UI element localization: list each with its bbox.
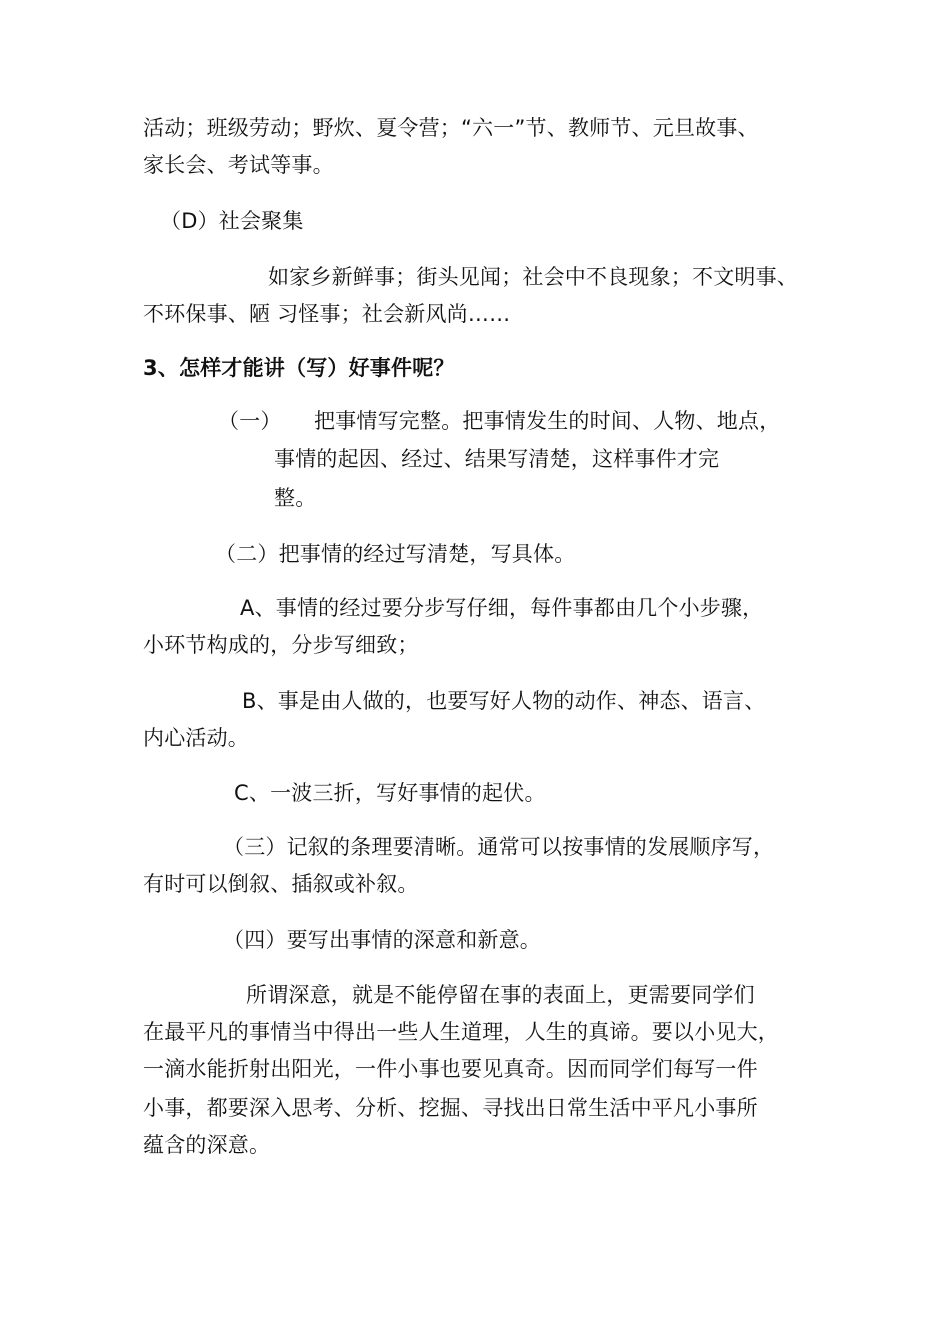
text-line: 有时可以倒叙、插叙或补叙。 (143, 872, 419, 896)
text-line: 所谓深意，就是不能停留在事的表面上，更需要同学们 (246, 983, 755, 1007)
text-line: 内心活动。 (143, 726, 249, 750)
text-line: 把事情写完整。把事情发生的时间、人物、地点， (314, 409, 781, 433)
section-heading-d: （D）社会聚集 (160, 209, 304, 233)
text-line: 蕴含的深意。 (143, 1133, 271, 1157)
text-line: 一滴水能折射出阳光，一件小事也要见真奇。因而同学们每写一件 (143, 1057, 758, 1081)
list-marker-1: （一） (218, 409, 282, 433)
text-line: 事情的起因、经过、结果写清楚，这样事件才完 (274, 447, 720, 471)
text-line: 小环节构成的，分步写细致； (143, 633, 419, 657)
section-point-3: （三）记叙的条理要清晰。通常可以按事情的发展顺序写， (223, 835, 775, 859)
text-line: 如家乡新鲜事；街头见闻；社会中不良现象；不文明事、 (268, 265, 798, 289)
section-point-4: （四）要写出事情的深意和新意。 (223, 928, 541, 952)
text-line: C、一波三折，写好事情的起伏。 (234, 781, 546, 805)
text-line: 活动；班级劳动；野炊、夏令营；“六一”节、教师节、元旦故事、 (143, 116, 759, 140)
text-line: 整。 (274, 486, 317, 510)
text-line: 家长会、考试等事。 (143, 153, 334, 177)
question-heading: 3、怎样才能讲（写）好事件呢？ (143, 356, 455, 380)
section-point-2: （二）把事情的经过写清楚，写具体。 (215, 542, 576, 566)
text-line: 不环保事、陋 习怪事；社会新风尚…… (143, 302, 511, 326)
text-line: B、事是由人做的，也要写好人物的动作、神态、语言、 (242, 689, 766, 713)
text-line: A、事情的经过要分步写仔细，每件事都由几个小步骤， (240, 596, 764, 620)
text-line: 在最平凡的事情当中得出一些人生道理，人生的真谛。要以小见大， (143, 1020, 779, 1044)
text-line: 小事，都要深入思考、分析、挖掘、寻找出日常生活中平凡小事所 (143, 1096, 758, 1120)
